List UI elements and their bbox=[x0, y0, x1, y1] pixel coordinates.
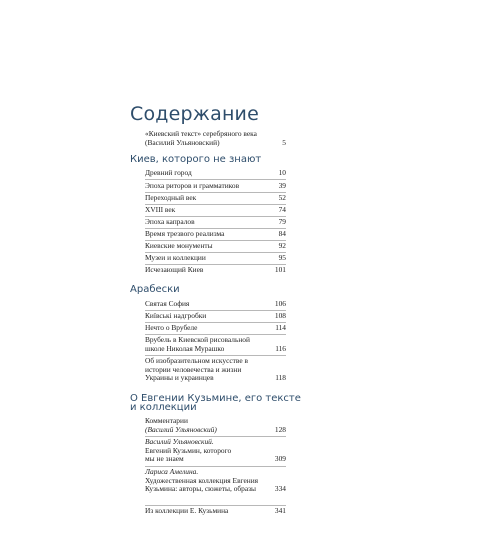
section-title: Арабески bbox=[130, 284, 180, 295]
toc-entry: XVIII век 74 bbox=[145, 205, 286, 214]
toc-entry-title: «Киевский текст» серебряного века bbox=[145, 129, 257, 138]
toc-entry: Київські надгробки 108 bbox=[145, 311, 286, 320]
toc-entry: Лариса Амелина. Художественная коллекция Евгения Кузьмина: авторы, сюжеты, образы 334 bbox=[145, 467, 286, 494]
toc-entry: Древний город 10 bbox=[145, 168, 286, 177]
section-title: Киев, которого не знают bbox=[130, 154, 262, 165]
toc-entry: Из коллекции Е. Кузьмина 341 bbox=[145, 506, 286, 515]
toc-entry-author: (Василий Ульяновский) bbox=[145, 137, 220, 147]
divider bbox=[145, 179, 286, 180]
toc-entry-intro bbox=[145, 130, 286, 147]
toc-entry: Время трезвого реализма 84 bbox=[145, 229, 286, 238]
toc-entry: Комментарии (Василий Ульяновский) 128 bbox=[145, 416, 286, 434]
section-title: О Евгении Кузьмине, его тексте bbox=[130, 393, 301, 404]
toc-entry: Эпоха риторов и грамматиков 39 bbox=[145, 181, 286, 190]
toc-entry: Эпоха капралов 79 bbox=[145, 217, 286, 226]
toc-entry: Переходный век 52 bbox=[145, 193, 286, 202]
toc-entry: Об изобразительном искусстве в истории человечества и жизни Украины и украинцев 118 bbox=[145, 356, 286, 383]
toc-entry: Нечто о Врубеле 114 bbox=[145, 323, 286, 332]
toc-entry: Исчезающий Киев 101 bbox=[145, 265, 286, 274]
toc-entry: Василий Ульяновский. Евгений Кузьмин, которого мы не знаем 309 bbox=[145, 437, 286, 464]
toc-entry: Музеи и коллекции 95 bbox=[145, 253, 286, 262]
toc-entry: Киевские монументы 92 bbox=[145, 241, 286, 250]
section-title: и коллекции bbox=[130, 402, 197, 413]
toc-entry: Врубель в Киевской рисовальной школе Николая Мурашко 116 bbox=[145, 335, 286, 353]
page-title: Содержание bbox=[130, 103, 259, 125]
toc-entry: Святая София 106 bbox=[145, 299, 286, 308]
toc-entry-page: 5 bbox=[282, 137, 286, 147]
